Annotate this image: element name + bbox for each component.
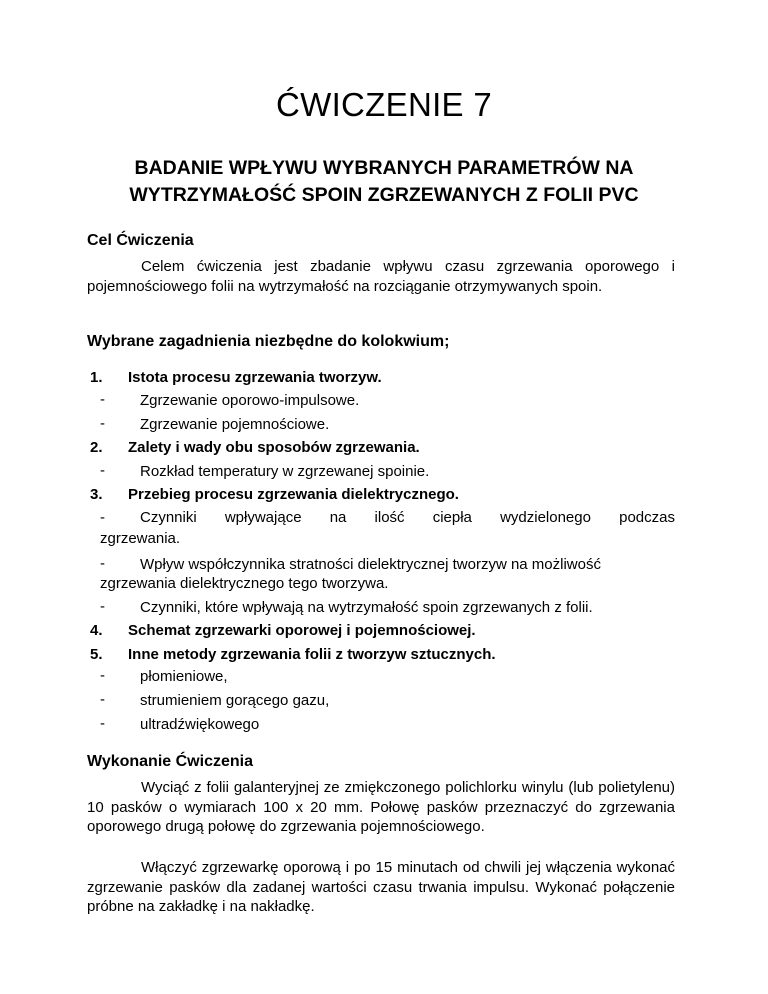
sub-item-continuation: zgrzewania.: [100, 530, 181, 547]
execution-paragraph-2: Włączyć zgrzewarkę oporową i po 15 minutach od chwili jej włączenia wykonać zgrzewanie pasków dla zadanej wartości czasu trwania impulsu. Wykonać połączenie próbne na zakładkę i na nakładkę.: [87, 859, 675, 915]
sub-item: Wpływ współczynnika stratności dielektrycznej tworzyw na możliwość: [140, 556, 601, 573]
list-dash: -: [100, 691, 105, 708]
execution-heading: Wykonanie Ćwiczenia: [87, 753, 253, 770]
topics-heading: Wybrane zagadnienia niezbędne do kolokwium;: [87, 333, 450, 350]
list-dash: -: [100, 555, 105, 572]
execution-paragraph-1: Wyciąć z folii galanteryjnej ze zmiękczonego polichlorku winylu (lub polietylenu) 10 pasków o wymiarach 100 x 20 mm. Połowę pasków przeznaczyć do zgrzewania oporowego drugą połowę do zgrzewania pojemnościowego.: [87, 779, 675, 835]
sub-item: Zgrzewanie pojemnościowe.: [140, 416, 330, 433]
topic-number: 3.: [90, 486, 103, 503]
list-dash: -: [100, 715, 105, 732]
list-dash: -: [100, 462, 105, 479]
list-dash: -: [100, 598, 105, 615]
sub-item: Zgrzewanie oporowo-impulsowe.: [140, 392, 360, 409]
list-dash: -: [100, 391, 105, 408]
goal-heading: Cel Ćwiczenia: [87, 232, 194, 249]
topic-label: Istota procesu zgrzewania tworzyw.: [128, 369, 382, 386]
topic-label: Inne metody zgrzewania folii z tworzyw sztucznych.: [128, 646, 496, 663]
list-dash: -: [100, 415, 105, 432]
topic-number: 2.: [90, 439, 103, 456]
subtitle-line-2: WYTRZYMAŁOŚĆ SPOIN ZGRZEWANYCH Z FOLII PVC: [129, 184, 639, 206]
sub-item: Rozkład temperatury w zgrzewanej spoinie.: [140, 463, 430, 480]
sub-item-continuation: zgrzewania dielektrycznego tego tworzywa.: [100, 575, 389, 592]
topic-label: Zalety i wady obu sposobów zgrzewania.: [128, 439, 420, 456]
goal-paragraph: Celem ćwiczenia jest zbadanie wpływu czasu zgrzewania oporowego i pojemnościowego folii na wytrzymałość na rozciąganie otrzymywanych spoin.: [87, 258, 675, 295]
page-title: ĆWICZENIE 7: [276, 86, 492, 123]
sub-item: Czynniki, które wpływają na wytrzymałość spoin zgrzewanych z folii.: [140, 599, 593, 616]
topic-number: 5.: [90, 646, 103, 663]
sub-item: ultradźwiękowego: [140, 716, 260, 733]
subtitle-line-1: BADANIE WPŁYWU WYBRANYCH PARAMETRÓW NA: [134, 157, 634, 179]
topic-label: Schemat zgrzewarki oporowej i pojemnościowej.: [128, 622, 476, 639]
list-dash: -: [100, 509, 105, 526]
sub-item: Czynniki wpływające na ilość ciepła wydzielonego podczas: [140, 509, 675, 526]
list-dash: -: [100, 667, 105, 684]
topic-number: 4.: [90, 622, 103, 639]
sub-item: płomieniowe,: [140, 668, 228, 685]
sub-item: strumieniem gorącego gazu,: [140, 692, 330, 709]
topic-number: 1.: [90, 369, 103, 386]
topic-label: Przebieg procesu zgrzewania dielektrycznego.: [128, 486, 459, 503]
document-subtitle: [80, 155, 688, 209]
